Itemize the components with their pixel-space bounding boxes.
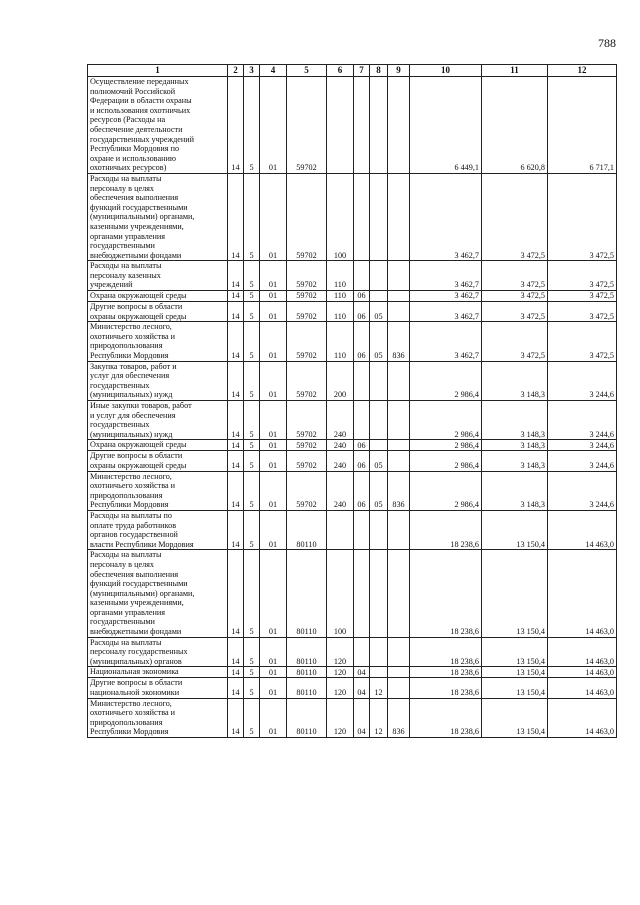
column-4-cell: 01 — [260, 550, 287, 637]
column-5-cell: 59702 — [287, 401, 327, 440]
column-3-cell: 5 — [244, 678, 260, 698]
table-row — [88, 440, 617, 451]
column-4-cell: 01 — [260, 510, 287, 549]
table-row — [88, 510, 617, 549]
column-11-cell: 6 620,8 — [482, 77, 548, 174]
column-5-cell: 59702 — [287, 440, 327, 451]
column-7-cell — [354, 401, 370, 440]
column-11-cell: 3 148,3 — [482, 471, 548, 510]
column-9-cell — [388, 637, 410, 667]
column-7-cell: 04 — [354, 667, 370, 678]
column-11-cell: 3 148,3 — [482, 361, 548, 400]
column-5-cell: 59702 — [287, 261, 327, 291]
column-10-cell: 18 238,6 — [410, 637, 482, 667]
table-row — [88, 678, 617, 698]
column-6-cell: 100 — [327, 173, 354, 260]
table-row — [88, 451, 617, 471]
column-10-cell: 3 462,7 — [410, 322, 482, 361]
column-10-cell: 2 986,4 — [410, 361, 482, 400]
column-3-cell: 5 — [244, 291, 260, 302]
column-6-cell: 240 — [327, 440, 354, 451]
column-5-cell: 80110 — [287, 678, 327, 698]
column-8-cell: 05 — [370, 471, 388, 510]
column-11-cell: 3 472,5 — [482, 322, 548, 361]
column-8-cell — [370, 173, 388, 260]
column-5-cell: 59702 — [287, 291, 327, 302]
column-10-cell: 3 462,7 — [410, 302, 482, 322]
row-name-cell: Охрана окружающей среды — [88, 291, 228, 302]
table-row — [88, 637, 617, 667]
column-11-cell: 3 472,5 — [482, 261, 548, 291]
row-name-cell: Расходы на выплаты персоналу в целях обеспечения выполнения функций государственными (муниципальными) органами, казенными учреждениями, органами управления государственными внебюджетными фондами — [88, 173, 228, 260]
column-7-cell: 04 — [354, 698, 370, 737]
column-7-cell — [354, 173, 370, 260]
column-5-cell: 59702 — [287, 77, 327, 174]
column-8-cell: 05 — [370, 302, 388, 322]
column-header: 12 — [548, 65, 617, 77]
column-8-cell — [370, 667, 388, 678]
column-12-cell: 3 244,6 — [548, 471, 617, 510]
column-10-cell: 6 449,1 — [410, 77, 482, 174]
column-4-cell: 01 — [260, 637, 287, 667]
column-header: 9 — [388, 65, 410, 77]
column-6-cell: 120 — [327, 637, 354, 667]
column-5-cell: 59702 — [287, 173, 327, 260]
column-9-cell — [388, 173, 410, 260]
column-12-cell: 3 472,5 — [548, 261, 617, 291]
column-5-cell: 80110 — [287, 698, 327, 737]
column-3-cell: 5 — [244, 637, 260, 667]
column-7-cell: 06 — [354, 471, 370, 510]
column-12-cell: 3 244,6 — [548, 361, 617, 400]
column-7-cell — [354, 77, 370, 174]
column-11-cell: 13 150,4 — [482, 667, 548, 678]
column-8-cell — [370, 550, 388, 637]
column-8-cell: 12 — [370, 698, 388, 737]
column-2-cell: 14 — [228, 291, 244, 302]
column-header: 2 — [228, 65, 244, 77]
table-row — [88, 322, 617, 361]
column-2-cell: 14 — [228, 510, 244, 549]
column-12-cell: 14 463,0 — [548, 678, 617, 698]
column-9-cell — [388, 77, 410, 174]
column-5-cell: 80110 — [287, 550, 327, 637]
column-12-cell: 3 244,6 — [548, 440, 617, 451]
column-4-cell: 01 — [260, 361, 287, 400]
column-2-cell: 14 — [228, 173, 244, 260]
column-8-cell — [370, 291, 388, 302]
row-name-cell: Министерство лесного, охотничьего хозяйства и природопользования Республики Мордовия — [88, 322, 228, 361]
column-10-cell: 2 986,4 — [410, 451, 482, 471]
column-5-cell: 80110 — [287, 637, 327, 667]
column-6-cell: 240 — [327, 471, 354, 510]
column-12-cell: 14 463,0 — [548, 510, 617, 549]
column-10-cell: 18 238,6 — [410, 510, 482, 549]
column-9-cell — [388, 261, 410, 291]
column-header: 4 — [260, 65, 287, 77]
column-header: 7 — [354, 65, 370, 77]
column-8-cell — [370, 77, 388, 174]
column-8-cell — [370, 510, 388, 549]
column-7-cell — [354, 637, 370, 667]
column-2-cell: 14 — [228, 698, 244, 737]
column-5-cell: 59702 — [287, 302, 327, 322]
column-12-cell: 14 463,0 — [548, 550, 617, 637]
column-4-cell: 01 — [260, 77, 287, 174]
column-7-cell: 06 — [354, 322, 370, 361]
column-11-cell: 3 148,3 — [482, 440, 548, 451]
column-3-cell: 5 — [244, 667, 260, 678]
table-row — [88, 550, 617, 637]
column-10-cell: 2 986,4 — [410, 471, 482, 510]
column-6-cell — [327, 510, 354, 549]
column-7-cell: 06 — [354, 291, 370, 302]
column-8-cell — [370, 637, 388, 667]
column-3-cell: 5 — [244, 302, 260, 322]
column-4-cell: 01 — [260, 678, 287, 698]
column-12-cell: 6 717,1 — [548, 77, 617, 174]
column-12-cell: 3 244,6 — [548, 401, 617, 440]
column-3-cell: 5 — [244, 401, 260, 440]
column-4-cell: 01 — [260, 440, 287, 451]
table-row — [88, 667, 617, 678]
column-12-cell: 3 472,5 — [548, 173, 617, 260]
column-9-cell: 836 — [388, 698, 410, 737]
column-9-cell — [388, 401, 410, 440]
column-header: 10 — [410, 65, 482, 77]
column-4-cell: 01 — [260, 698, 287, 737]
column-11-cell: 13 150,4 — [482, 510, 548, 549]
row-name-cell: Иные закупки товаров, работ и услуг для обеспечения государственных (муниципальных) нужд — [88, 401, 228, 440]
column-2-cell: 14 — [228, 261, 244, 291]
column-9-cell — [388, 678, 410, 698]
column-2-cell: 14 — [228, 322, 244, 361]
column-7-cell — [354, 510, 370, 549]
column-4-cell: 01 — [260, 173, 287, 260]
column-10-cell: 2 986,4 — [410, 440, 482, 451]
column-10-cell: 18 238,6 — [410, 698, 482, 737]
column-header: 8 — [370, 65, 388, 77]
column-12-cell: 14 463,0 — [548, 667, 617, 678]
column-10-cell: 3 462,7 — [410, 261, 482, 291]
row-name-cell: Расходы на выплаты по оплате труда работников органов государственной власти Республики Мордовия — [88, 510, 228, 549]
column-9-cell: 836 — [388, 471, 410, 510]
row-name-cell: Министерство лесного, охотничьего хозяйства и природопользования Республики Мордовия — [88, 471, 228, 510]
column-9-cell — [388, 550, 410, 637]
column-6-cell: 120 — [327, 698, 354, 737]
column-3-cell: 5 — [244, 361, 260, 400]
row-name-cell: Национальная экономика — [88, 667, 228, 678]
column-3-cell: 5 — [244, 698, 260, 737]
row-name-cell: Другие вопросы в области охраны окружающей среды — [88, 451, 228, 471]
column-4-cell: 01 — [260, 401, 287, 440]
row-name-cell: Расходы на выплаты персоналу государственных (муниципальных) органов — [88, 637, 228, 667]
table-row — [88, 471, 617, 510]
column-2-cell: 14 — [228, 667, 244, 678]
column-5-cell: 80110 — [287, 510, 327, 549]
row-name-cell: Другие вопросы в области охраны окружающей среды — [88, 302, 228, 322]
column-5-cell: 59702 — [287, 361, 327, 400]
column-12-cell: 3 244,6 — [548, 451, 617, 471]
column-2-cell: 14 — [228, 637, 244, 667]
column-6-cell: 120 — [327, 678, 354, 698]
column-11-cell: 13 150,4 — [482, 637, 548, 667]
column-12-cell: 3 472,5 — [548, 302, 617, 322]
column-12-cell: 3 472,5 — [548, 291, 617, 302]
column-6-cell: 110 — [327, 302, 354, 322]
row-name-cell: Охрана окружающей среды — [88, 440, 228, 451]
column-10-cell: 3 462,7 — [410, 173, 482, 260]
column-2-cell: 14 — [228, 361, 244, 400]
column-12-cell: 14 463,0 — [548, 698, 617, 737]
column-7-cell: 06 — [354, 440, 370, 451]
column-9-cell — [388, 440, 410, 451]
column-7-cell — [354, 261, 370, 291]
table-row — [88, 173, 617, 260]
column-4-cell: 01 — [260, 451, 287, 471]
column-11-cell: 3 148,3 — [482, 401, 548, 440]
row-name-cell: Расходы на выплаты персоналу казенных учреждений — [88, 261, 228, 291]
column-8-cell — [370, 440, 388, 451]
column-3-cell: 5 — [244, 471, 260, 510]
column-3-cell: 5 — [244, 510, 260, 549]
column-4-cell: 01 — [260, 667, 287, 678]
column-6-cell: 110 — [327, 291, 354, 302]
column-6-cell — [327, 77, 354, 174]
column-9-cell — [388, 302, 410, 322]
column-9-cell — [388, 361, 410, 400]
table-row — [88, 77, 617, 174]
column-2-cell: 14 — [228, 451, 244, 471]
column-9-cell — [388, 451, 410, 471]
column-10-cell: 3 462,7 — [410, 291, 482, 302]
column-header: 6 — [327, 65, 354, 77]
column-4-cell: 01 — [260, 322, 287, 361]
table-row — [88, 698, 617, 737]
column-3-cell: 5 — [244, 451, 260, 471]
column-8-cell — [370, 261, 388, 291]
row-name-cell: Осуществление переданных полномочий Российской Федерации в области охраны и использования охотничьих ресурсов (Расходы на обеспечение деятельности государственных учреждений Республики Мордовия по охране и использованию охотничьих ресурсов) — [88, 77, 228, 174]
column-12-cell: 3 472,5 — [548, 322, 617, 361]
column-10-cell: 18 238,6 — [410, 550, 482, 637]
column-11-cell: 13 150,4 — [482, 678, 548, 698]
column-6-cell: 110 — [327, 322, 354, 361]
column-header: 3 — [244, 65, 260, 77]
column-header: 5 — [287, 65, 327, 77]
column-8-cell — [370, 361, 388, 400]
column-7-cell: 06 — [354, 302, 370, 322]
column-7-cell — [354, 550, 370, 637]
column-8-cell: 05 — [370, 451, 388, 471]
column-6-cell: 120 — [327, 667, 354, 678]
column-2-cell: 14 — [228, 302, 244, 322]
column-10-cell: 2 986,4 — [410, 401, 482, 440]
column-7-cell — [354, 361, 370, 400]
column-9-cell — [388, 667, 410, 678]
column-4-cell: 01 — [260, 291, 287, 302]
column-9-cell: 836 — [388, 322, 410, 361]
table-body — [88, 77, 617, 738]
column-2-cell: 14 — [228, 440, 244, 451]
column-11-cell: 13 150,4 — [482, 550, 548, 637]
column-3-cell: 5 — [244, 261, 260, 291]
column-11-cell: 3 472,5 — [482, 173, 548, 260]
column-9-cell — [388, 510, 410, 549]
column-3-cell: 5 — [244, 440, 260, 451]
budget-table — [87, 64, 617, 738]
column-3-cell: 5 — [244, 173, 260, 260]
column-11-cell: 3 472,5 — [482, 302, 548, 322]
column-5-cell: 59702 — [287, 471, 327, 510]
column-8-cell: 12 — [370, 678, 388, 698]
column-7-cell: 04 — [354, 678, 370, 698]
column-6-cell: 240 — [327, 401, 354, 440]
column-10-cell: 18 238,6 — [410, 667, 482, 678]
column-7-cell: 06 — [354, 451, 370, 471]
column-3-cell: 5 — [244, 550, 260, 637]
column-2-cell: 14 — [228, 77, 244, 174]
column-5-cell: 59702 — [287, 451, 327, 471]
table-row — [88, 401, 617, 440]
table-row — [88, 302, 617, 322]
column-8-cell — [370, 401, 388, 440]
column-11-cell: 3 148,3 — [482, 451, 548, 471]
row-name-cell: Министерство лесного, охотничьего хозяйства и природопользования Республики Мордовия — [88, 698, 228, 737]
column-6-cell: 240 — [327, 451, 354, 471]
row-name-cell: Закупка товаров, работ и услуг для обеспечения государственных (муниципальных) нужд — [88, 361, 228, 400]
column-11-cell: 13 150,4 — [482, 698, 548, 737]
page-number: 788 — [598, 36, 616, 50]
table-row — [88, 291, 617, 302]
column-12-cell: 14 463,0 — [548, 637, 617, 667]
column-5-cell: 80110 — [287, 667, 327, 678]
column-9-cell — [388, 291, 410, 302]
column-4-cell: 01 — [260, 261, 287, 291]
column-2-cell: 14 — [228, 401, 244, 440]
column-10-cell: 18 238,6 — [410, 678, 482, 698]
column-11-cell: 3 472,5 — [482, 291, 548, 302]
table-row — [88, 361, 617, 400]
column-4-cell: 01 — [260, 302, 287, 322]
column-header: 1 — [88, 65, 228, 77]
column-6-cell: 100 — [327, 550, 354, 637]
column-8-cell: 05 — [370, 322, 388, 361]
column-3-cell: 5 — [244, 322, 260, 361]
column-4-cell: 01 — [260, 471, 287, 510]
column-2-cell: 14 — [228, 471, 244, 510]
column-2-cell: 14 — [228, 678, 244, 698]
column-2-cell: 14 — [228, 550, 244, 637]
table-row — [88, 261, 617, 291]
column-6-cell: 110 — [327, 261, 354, 291]
column-6-cell: 200 — [327, 361, 354, 400]
row-name-cell: Расходы на выплаты персоналу в целях обеспечения выполнения функций государственными (муниципальными) органами, казенными учреждениями, органами управления государственными внебюджетными фондами — [88, 550, 228, 637]
row-name-cell: Другие вопросы в области национальной экономики — [88, 678, 228, 698]
column-5-cell: 59702 — [287, 322, 327, 361]
column-3-cell: 5 — [244, 77, 260, 174]
column-header: 11 — [482, 65, 548, 77]
table-header-row — [88, 65, 617, 77]
